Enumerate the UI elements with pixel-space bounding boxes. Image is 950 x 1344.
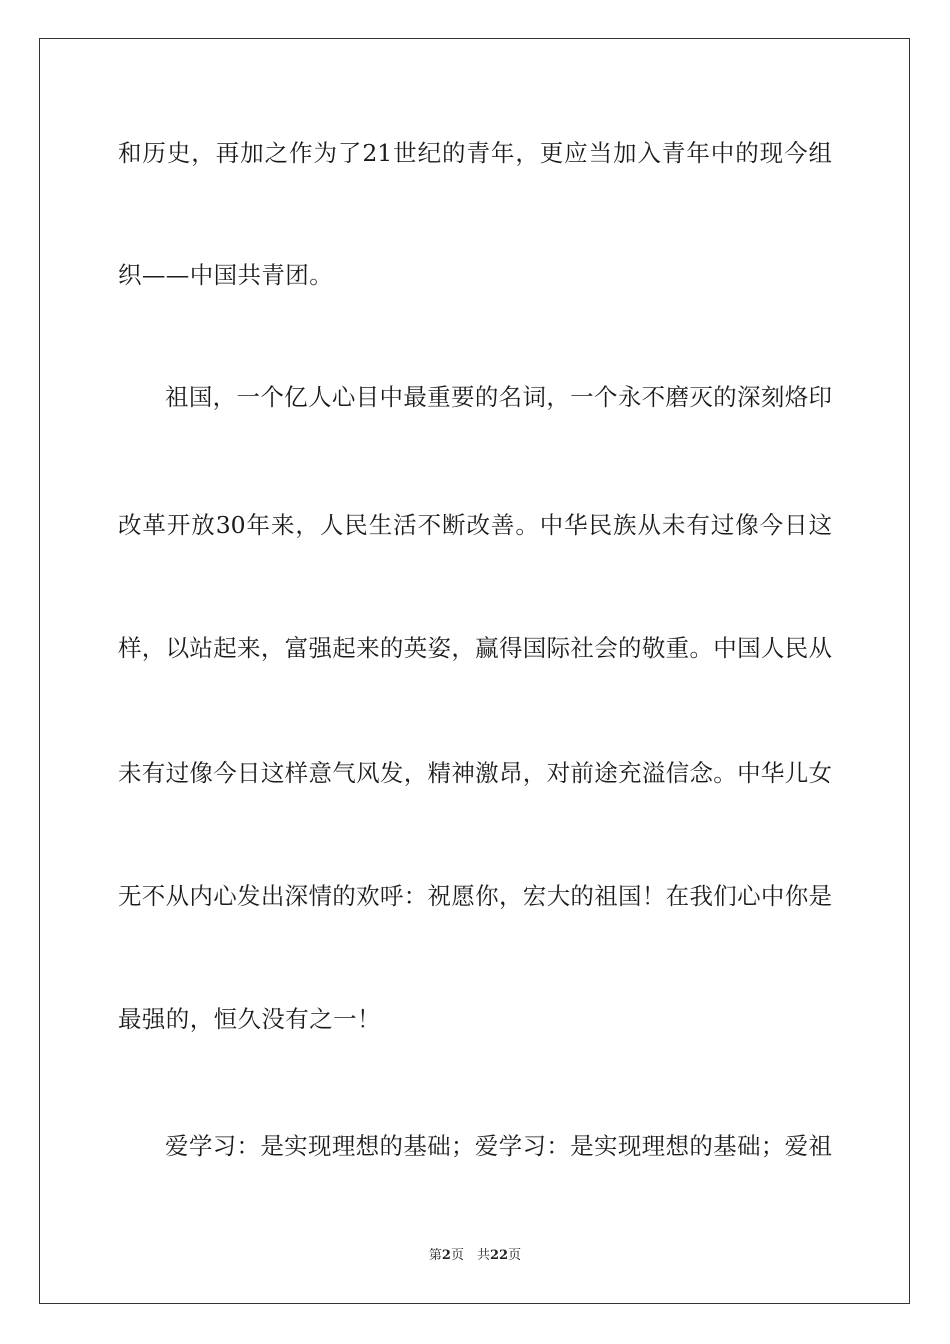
page-border: [39, 38, 910, 1304]
footer-current-page: 2: [441, 1248, 451, 1263]
paragraph-first-line: 爱学习：是实现理想的基础；爱学习：是实现理想的基础；爱祖: [165, 1132, 832, 1160]
body-text-line: 无不从内心发出深情的欢呼：祝愿你，宏大的祖国！在我们心中你是: [118, 882, 832, 910]
body-text-line: 样，以站起来，富强起来的英姿，赢得国际社会的敬重。中国人民从: [118, 634, 832, 662]
body-text-line: 和历史，再加之作为了21世纪的青年，更应当加入青年中的现今组: [118, 139, 832, 167]
body-text-line: 未有过像今日这样意气风发，精神激昂，对前途充溢信念。中华儿女: [118, 759, 832, 787]
body-text-line: 改革开放30年来，人民生活不断改善。中华民族从未有过像今日这: [118, 511, 832, 539]
footer-total-pages: 22: [489, 1248, 509, 1263]
footer-page-mid: 页 共: [450, 1248, 490, 1263]
footer-page-prefix: 第: [428, 1248, 442, 1263]
footer-page-suffix: 页: [508, 1248, 522, 1263]
body-text-line: 最强的，恒久没有之一！: [118, 1005, 381, 1033]
page-number-footer: [0, 1247, 950, 1265]
body-text-line: 织——中国共青团。: [118, 261, 334, 289]
paragraph-first-line: 祖国，一个亿人心目中最重要的名词，一个永不磨灭的深刻烙印: [165, 383, 832, 411]
